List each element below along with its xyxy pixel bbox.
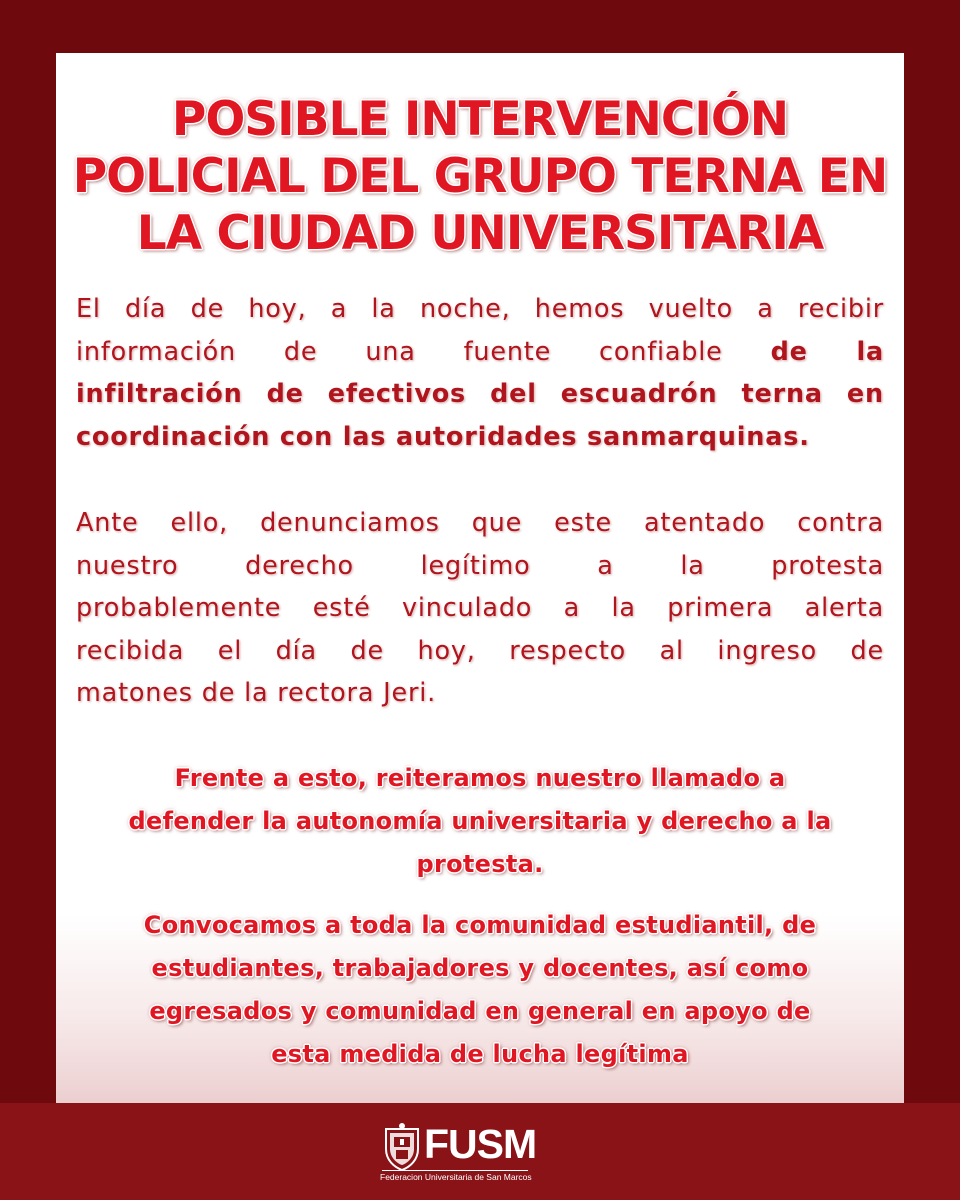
call-to-defend-line-1: Frente a esto, reiteramos nuestro llamado a — [174, 764, 786, 792]
paragraph-denunciation-line-2: nuestro derecho legítimo a la protesta — [76, 550, 884, 581]
headline-line-1: POSIBLE INTERVENCIÓN — [171, 92, 789, 147]
logo-subtitle: Federacion Universitaria de San Marcos — [380, 1172, 532, 1182]
call-to-defend-line-3: protesta. — [416, 850, 544, 878]
paragraph-call-to-defend — [56, 757, 904, 886]
fusm-logo — [380, 1121, 537, 1184]
logo-wordmark: FUSM — [424, 1121, 537, 1167]
paragraph-information — [76, 288, 884, 458]
paragraph-denunciation — [76, 502, 884, 715]
call-to-defend-line-2: defender la autonomía universitaria y derecho a la — [128, 807, 832, 835]
paragraph-information-line-3: infiltración de efectivos del escuadrón terna en — [76, 379, 884, 409]
paragraph-denunciation-line-3: probablemente esté vinculado a la primera alerta — [76, 593, 884, 623]
convocation-line-1: Convocamos a toda la comunidad estudiantil, de — [143, 911, 817, 939]
headline — [56, 91, 904, 262]
paragraph-denunciation-line-5: matones de la rectora Jeri. — [76, 678, 437, 708]
paragraph-denunciation-line-1: Ante ello, denunciamos que este atentado contra — [76, 508, 884, 538]
logo-divider — [382, 1170, 528, 1171]
paragraph-denunciation-line-4: recibida el día de hoy, respecto al ingreso de — [76, 635, 884, 666]
headline-line-3: LA CIUDAD UNIVERSITARIA — [136, 206, 824, 261]
paragraph-information-line-2-normal: información de una fuente confiable — [76, 336, 771, 367]
paragraph-information-line-4: coordinación con las autoridades sanmarquinas. — [76, 421, 810, 452]
convocation-line-3: egresados y comunidad en general en apoyo de — [149, 997, 811, 1025]
headline-line-2: POLICIAL DEL GRUPO TERNA EN — [72, 149, 888, 204]
convocation-line-4: esta medida de lucha legítima — [271, 1040, 689, 1068]
university-seal-icon — [382, 1123, 422, 1171]
paragraph-information-line-1: El día de hoy, a la noche, hemos vuelto a recibir — [76, 294, 884, 324]
announcement-card — [56, 53, 904, 1103]
paragraph-information-line-2 — [76, 331, 884, 374]
paragraph-information-line-2-bold: de la — [770, 336, 884, 367]
convocation-line-2: estudiantes, trabajadores y docentes, así como — [151, 954, 809, 982]
paragraph-convocation — [56, 904, 904, 1076]
